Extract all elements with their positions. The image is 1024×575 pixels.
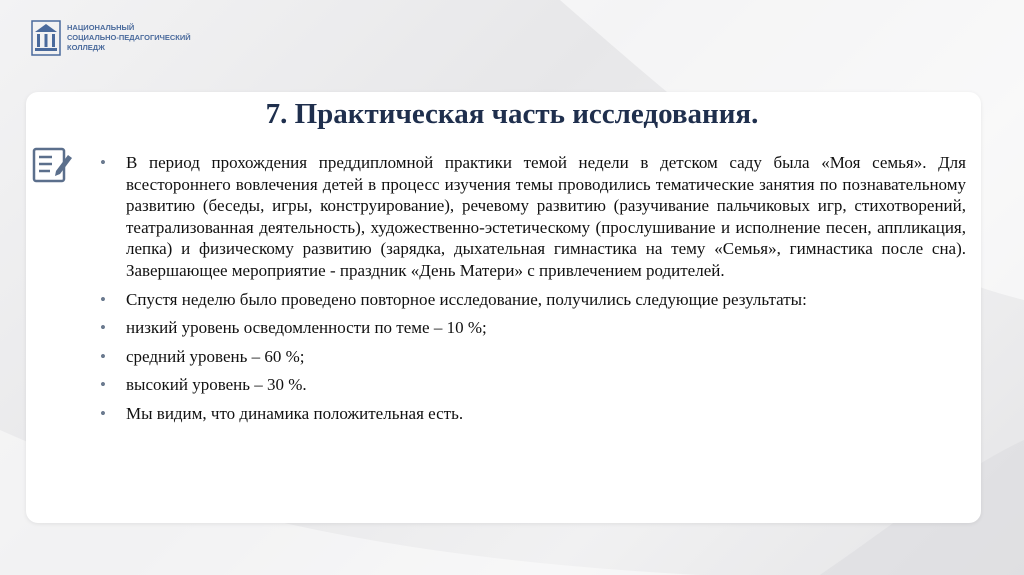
list-item — [100, 374, 966, 396]
list-item-text: Спустя неделю было проведено повторное исследование, получились следующие результаты: — [126, 289, 807, 309]
list-item-text: высокий уровень – 30 %. — [126, 375, 307, 395]
logo-line-2: СОЦИАЛЬНО-ПЕДАГОГИЧЕСКИЙ — [67, 33, 191, 42]
bullet-marker: • — [100, 318, 106, 338]
bullet-marker: • — [100, 403, 106, 423]
list-item — [100, 152, 966, 282]
list-item-text: В период прохождения преддипломной практики темой недели в детском саду была «Моя семья». Для всестороннего вовлечения детей в процесс изучения темы проводились тематические занятия по познавательному развитию (беседы, игры, конструирование), речевому развитию (разучивание пальчиковых игр, стихотворений, театрализованная деятельность), художественно-эстетическому (прослушивание и исполнение песен, аппликация, лепка) и физическому развитию (зарядка, дыхательная гимнастика на тему «Семья», гимнастика после сна). Завершающее мероприятие - праздник «День Матери» с привлечением родителей. — [126, 153, 966, 280]
bullet-list — [100, 152, 966, 432]
logo-line-3: КОЛЛЕДЖ — [67, 43, 105, 52]
document-edit-icon — [30, 143, 74, 187]
list-item — [100, 403, 966, 425]
bullet-marker: • — [100, 153, 106, 172]
list-item — [100, 317, 966, 339]
bullet-marker: • — [100, 289, 106, 309]
list-item-text: низкий уровень осведомленности по теме – 10 %; — [126, 318, 487, 338]
list-item — [100, 289, 966, 311]
college-logo — [31, 20, 191, 56]
list-item-text: Мы видим, что динамика положительная есть. — [126, 403, 464, 423]
slide-title: 7. Практическая часть исследования. — [265, 98, 759, 130]
list-item — [100, 346, 966, 368]
list-item-text: средний уровень – 60 %; — [126, 346, 305, 366]
bullet-marker: • — [100, 375, 106, 395]
bullet-marker: • — [100, 346, 106, 366]
logo-line-1: НАЦИОНАЛЬНЫЙ — [67, 23, 135, 32]
building-columns-logo — [31, 20, 61, 56]
